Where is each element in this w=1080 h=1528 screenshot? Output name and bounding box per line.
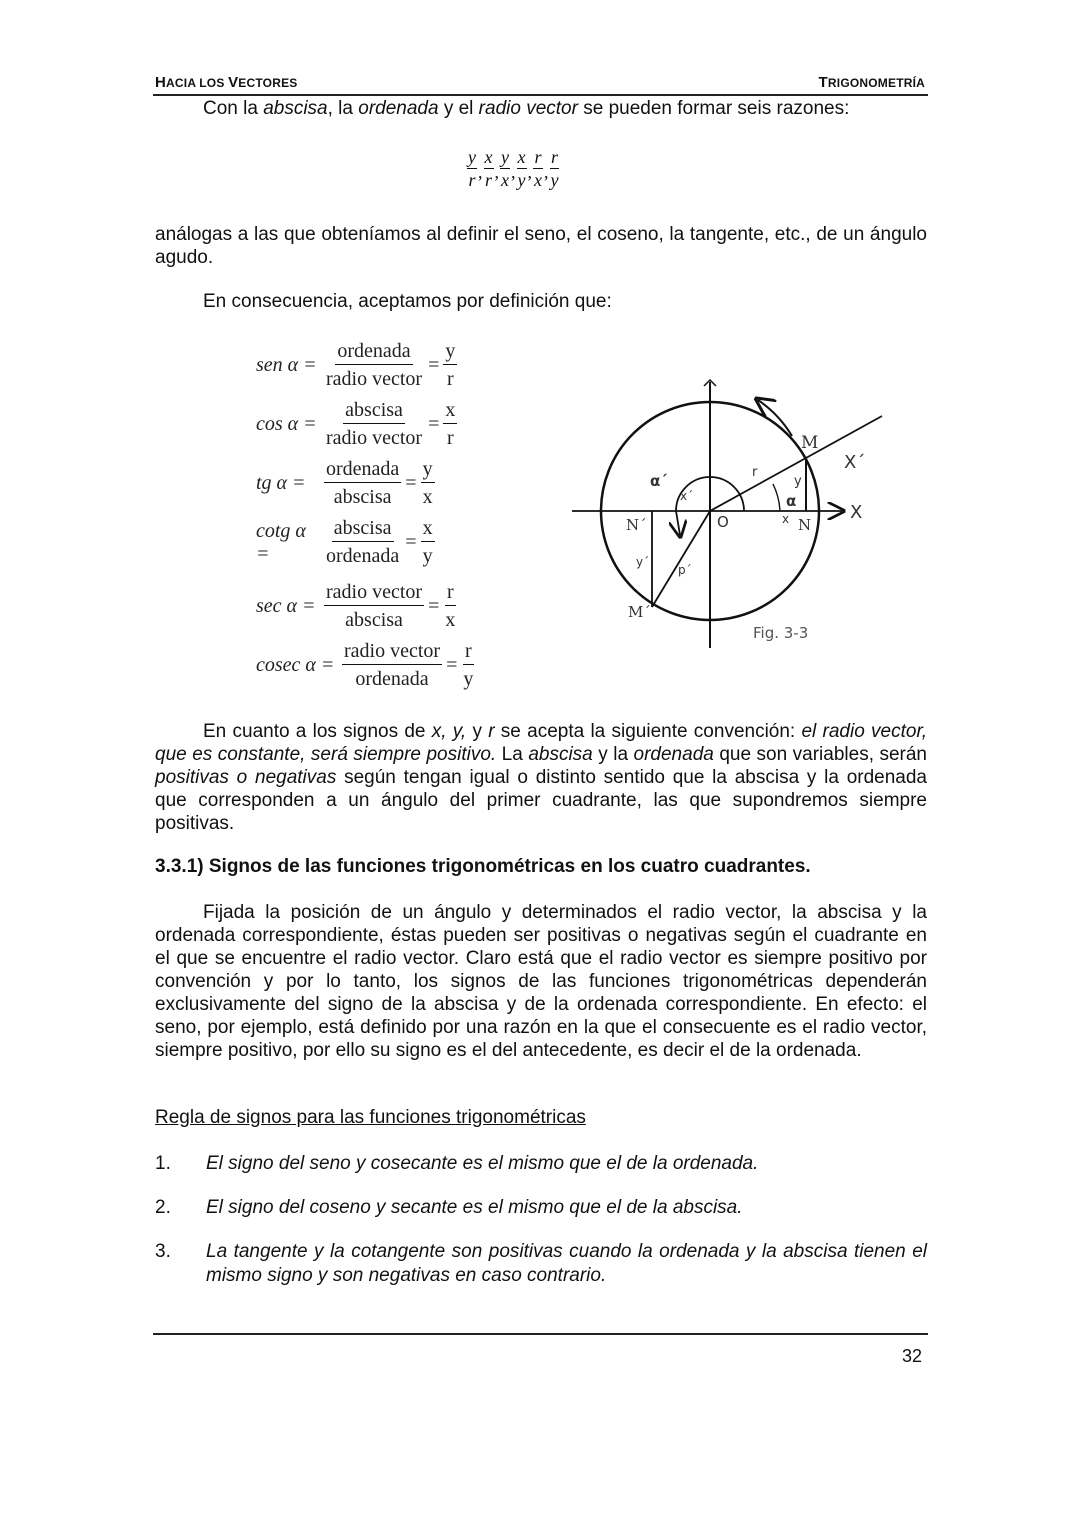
def-sen: sen α = $\frac{\text{ordenada}}{\text{radio vector}}$ = $\frac{y}{r}$ — [256, 340, 456, 390]
def-tg: tg α = $\frac{\text{ordenada}}{\text{abscisa}}$ = $\frac{y}{x}$ — [256, 458, 433, 508]
ratio: $\frac{y}{x}$ — [501, 147, 509, 190]
ratio: $\frac{r}{x}$ — [534, 147, 542, 190]
label-r: r — [752, 465, 758, 480]
rule-item: 1. El signo del seno y cosecante es el mismo que el de la ordenada. — [155, 1153, 759, 1174]
label-p-prime: p´ — [678, 563, 692, 577]
analogy-paragraph: análogas a las que obteníamos al definir el seno, el coseno, la tangente, etc., de un ángulo agudo. — [155, 224, 927, 268]
label-alpha: α — [786, 492, 797, 510]
label-alpha-prime: α´ — [650, 472, 668, 490]
ratio: $\frac{r}{y}$ — [550, 147, 559, 190]
ratio: $\frac{x}{r}$ — [484, 147, 493, 190]
label-x: x — [782, 512, 790, 526]
rule-item: 3. La tangente y la cotangente son positivas cuando la ordenada y la abscisa tienen el mismo signo y son negativas en caso contrario. — [155, 1241, 927, 1286]
running-header-right: TRIGONOMETRÍA — [818, 74, 925, 91]
page-number: 32 — [901, 1346, 922, 1366]
angle-arc-alpha — [773, 484, 780, 511]
ratio: $\frac{x}{y}$ — [517, 147, 526, 190]
label-O: O — [717, 513, 729, 531]
rules-title: Regla de signos para las funciones trigonométricas — [155, 1107, 586, 1128]
def-sec: sec α = $\frac{\text{radio vector}}{\text{abscisa}}$ = $\frac{r}{x}$ — [256, 581, 456, 631]
rotation-arrow-icon — [758, 400, 792, 436]
label-M: M — [801, 433, 819, 453]
running-header-left: HACIA LOS VECTORES — [155, 74, 298, 91]
label-N-prime: N´ — [626, 516, 647, 534]
label-M-prime: M´ — [628, 603, 651, 621]
label-X-prime: X´ — [844, 452, 866, 473]
signs-convention-paragraph: En cuanto a los signos de x, y, y r se acepta la siguiente convención: el radio vector, que es constante, será siempre positivo. La abscisa y la ordenada que son variables, serán positivas o negativas según tengan igual o distinto sentido que la abscisa y la ordenada que corresponden a un ángulo del primer cuadrante, las que supondremos siempre positivas. — [155, 721, 928, 834]
six-ratios: $\frac{y}{r}$ , $\frac{x}{r}$ , $\frac{y}{x}$ , $\frac{x}{y}$ , $\frac{r}{x}$ , $\frac{r}{y}$ — [468, 147, 559, 190]
def-cosec: cosec α = $\frac{\text{radio vector}}{\text{ordenada}}$ = $\frac{r}{y}$ — [256, 640, 474, 690]
section-paragraph: Fijada la posición de un ángulo y determinados el radio vector, la abscisa y la ordenada correspondiente, éstas pueden ser positivas o negativas según el cuadrante en el que se encuentre el radio vector. Claro está que el radio vector es siempre positivo por convención y por lo tanto, los signos de las funciones trigonométricas dependerán exclusivamente del signo de la abscisa y de la ordenada correspondiente. En efecto: el seno, por ejemplo, está definido por una razón en la que el consecuente es el radio vector, siempre positivo, por ello su signo es el del antecedente, es decir el de la ordenada. — [155, 902, 927, 1061]
rule-item: 2. El signo del coseno y secante es el mismo que el de la abscisa. — [155, 1197, 743, 1218]
definition-intro: En consecuencia, aceptamos por definición que: — [203, 291, 612, 312]
label-y: y — [794, 474, 802, 489]
label-x-prime: x´ — [680, 489, 694, 503]
angle-arc-arrow-icon — [676, 511, 680, 535]
footer-rule — [153, 1333, 928, 1335]
header-rule — [153, 94, 928, 96]
trig-circle-figure — [560, 370, 900, 660]
label-X: X — [850, 502, 863, 523]
figure-caption: Fig. 3-3 — [753, 624, 809, 642]
label-y-prime: y´ — [636, 555, 650, 569]
def-cos: cos α = $\frac{\text{abscisa}}{\text{radio vector}}$ = $\frac{x}{r}$ — [256, 399, 456, 449]
radius-vector-Mprime — [652, 511, 710, 607]
label-N: N — [798, 516, 812, 534]
intro-paragraph: Con la abscisa, la ordenada y el radio vector se pueden formar seis razones: — [203, 98, 850, 119]
ratio: $\frac{y}{r}$ — [468, 147, 476, 190]
section-title: 3.3.1) Signos de las funciones trigonométricas en los cuatro cuadrantes. — [155, 856, 811, 877]
def-cotg: cotg α = $\frac{\text{abscisa}}{\text{ordenada}}$ = $\frac{x}{y}$ — [256, 517, 433, 567]
